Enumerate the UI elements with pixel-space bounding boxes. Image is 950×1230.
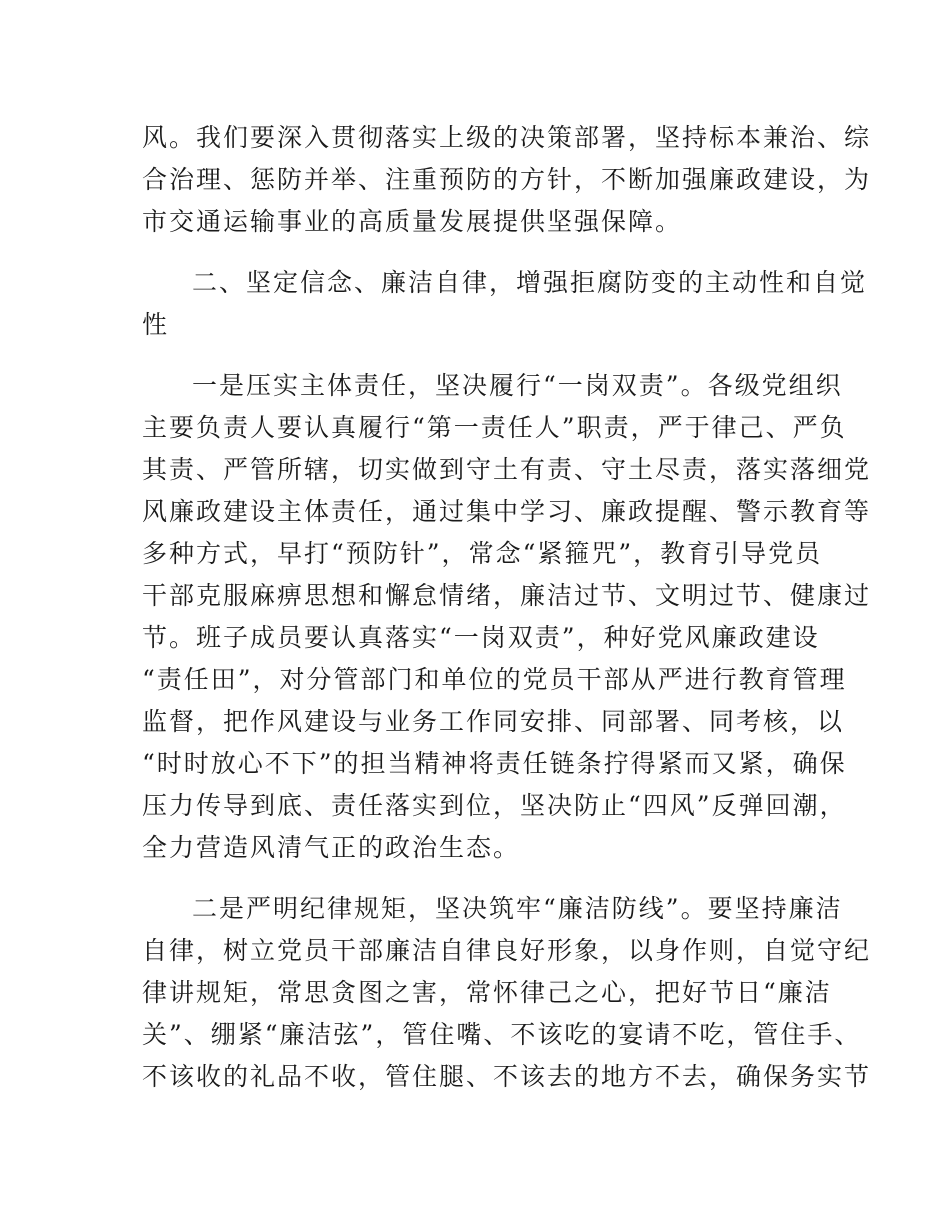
paragraph-3-line: 压力传导到底、责任落实到位，坚决防止“四风”反弹回潮， [142,791,847,820]
paragraph-3-line: 全力营造风清气正的政治生态。 [142,833,521,862]
paragraph-4-line: 自律，树立党员干部廉洁自律良好形象，以身作则，自觉守纪 [142,936,872,965]
paragraph-spacer [142,346,826,365]
paragraph-3-line: “时时放心不下”的担当精神将责任链条拧得紧而又紧，确保 [142,749,847,778]
paragraph-4-line: 二是严明纪律规矩，坚决筑牢“廉洁防线”。要坚持廉洁 [192,894,843,923]
paragraph-4 [142,888,872,1098]
paragraph-4-line: 不该收的礼品不收，管住腿、不该去的地方不去，确保务实节 [142,1062,872,1091]
paragraph-spacer [142,869,826,888]
paragraph-1-line: 风。我们要深入贯彻落实上级的决策部署，坚持标本兼治、综 [142,123,872,152]
paragraph-3-line: 多种方式，早打“预防针”，常念“紧箍咒”，教育引导党员 [142,539,823,568]
section-heading [142,262,868,346]
paragraph-1 [142,117,872,243]
paragraph-3-line: 节。班子成员要认真落实“一岗双责”，种好党风廉政建设 [142,623,820,652]
paragraph-1-line: 合治理、惩防并举、注重预防的方针，不断加强廉政建设，为 [142,165,872,194]
paragraph-3 [142,365,872,869]
paragraph-3-line: 监督，把作风建设与业务工作同安排、同部署、同考核，以 [142,707,845,736]
paragraph-4-line: 关”、绷紧“廉洁弦”，管住嘴、不该吃的宴请不吃，管住手、 [142,1020,862,1049]
paragraph-3-line: 干部克服麻痹思想和懈怠情绪，廉洁过节、文明过节、健康过 [142,581,872,610]
paragraph-3-line: 其责、严管所辖，切实做到守土有责、守土尽责，落实落细党 [142,455,872,484]
paragraph-3-line: 一是压实主体责任，坚决履行“一岗双责”。各级党组织 [192,371,843,400]
section-heading-line: 性 [142,310,170,339]
paragraph-3-line: “责任田”，对分管部门和单位的党员干部从严进行教育管理 [142,665,847,694]
document-body [142,117,872,1098]
paragraph-3-line: 主要负责人要认真履行“第一责任人”职责，严于律己、严负 [142,413,847,442]
section-heading-line: 二、坚定信念、廉洁自律，增强拒腐防变的主动性和自觉 [192,268,868,297]
paragraph-spacer [142,243,826,262]
paragraph-4-line: 律讲规矩，常思贪图之害，常怀律己之心，把好节日“廉洁 [142,978,832,1007]
paragraph-3-line: 风廉政建设主体责任，通过集中学习、廉政提醒、警示教育等 [142,497,872,526]
paragraph-1-line: 市交通运输事业的高质量发展提供坚强保障。 [142,207,683,236]
